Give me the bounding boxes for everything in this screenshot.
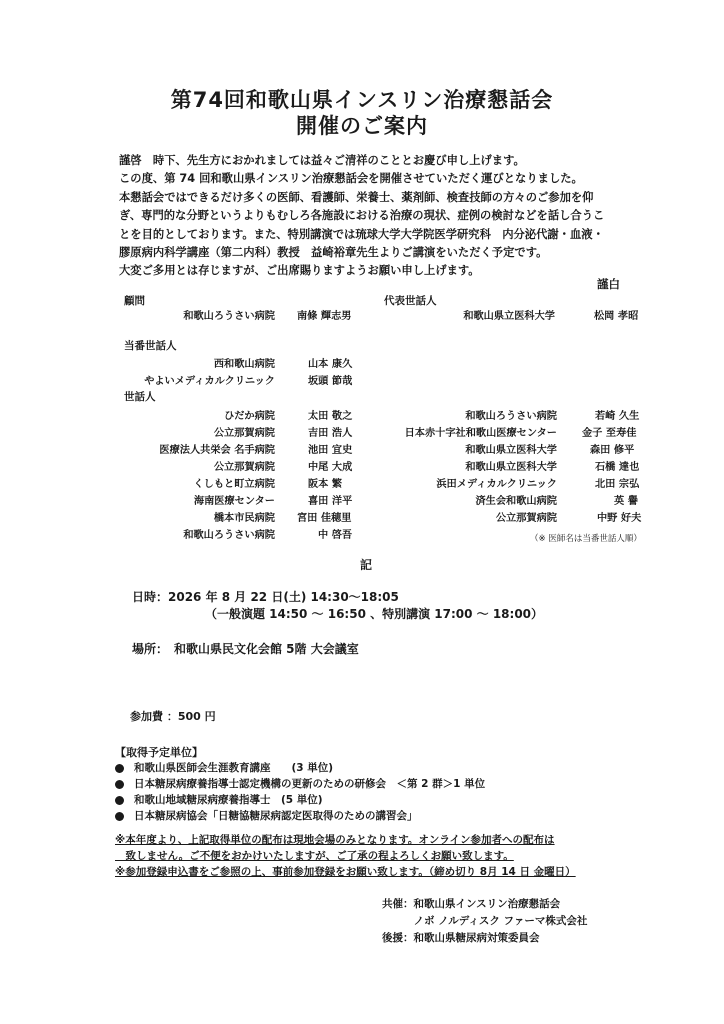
duty-row bbox=[0, 372, 724, 388]
credit-item: 日本糖尿病協会「日糖協糖尿病認定医取得のための講習会」 bbox=[134, 810, 418, 822]
org-name: 日本赤十字社和歌山医療センター bbox=[404, 428, 557, 439]
sponsors bbox=[382, 896, 587, 947]
members-label: 世話人 bbox=[124, 391, 156, 403]
representative-label: 代表世話人 bbox=[384, 295, 437, 307]
member-row bbox=[0, 458, 724, 474]
person-name: 中野 好夫 bbox=[597, 513, 642, 524]
org-name: ひだか病院 bbox=[224, 411, 275, 422]
list-item bbox=[115, 808, 485, 824]
intro-line: 膠原病内科学講座（第二内科）教授 益崎裕章先生よりご講演をいただく予定です。 bbox=[119, 246, 548, 260]
event-schedule: （一般演題 14:50 ～ 16:50 、特別講演 17:00 ～ 18:00） bbox=[205, 607, 544, 621]
org-name: 済生会和歌山病院 bbox=[475, 496, 557, 507]
member-row bbox=[0, 492, 724, 508]
org-name: 和歌山ろうさい病院 bbox=[465, 411, 557, 422]
ki-heading: 記 bbox=[360, 558, 373, 572]
person-name: 池田 宜史 bbox=[308, 445, 353, 456]
org-name: 西和歌山病院 bbox=[213, 359, 275, 370]
person-name: 英 譽 bbox=[614, 496, 638, 507]
person-name: 山本 康久 bbox=[308, 359, 353, 370]
org-name: 医療法人共栄会 名手病院 bbox=[159, 445, 275, 456]
credit-item: 和歌山県医師会生涯教育講座 (3 単位) bbox=[134, 762, 334, 774]
credits-list bbox=[115, 760, 485, 824]
bullet-icon bbox=[115, 780, 124, 789]
org-name: 浜田メディカルクリニック bbox=[436, 479, 557, 490]
document-title: 第74回和歌山県インスリン治療懇話会 bbox=[170, 88, 554, 112]
member-row bbox=[0, 475, 724, 491]
intro-line: 謹啓 時下、先生方におかれましては益々ご清祥のこととお慶び申し上げます。 bbox=[119, 154, 525, 167]
members-order-note: （※ 医師名は当番世話人順） bbox=[530, 534, 642, 544]
credit-item: 日本糖尿病療養指導士認定機構の更新のための研修会 ＜第 2 群＞1 単位 bbox=[134, 778, 486, 790]
notice-line: ※本年度より、上記取得単位の配布は現地会場のみとなります。オンライン参加者への配布は bbox=[115, 834, 555, 846]
person-name: 森田 修平 bbox=[590, 445, 635, 456]
org-name: 和歌山県立医科大学 bbox=[465, 462, 557, 473]
org-name: 和歌山県立医科大学 bbox=[465, 445, 557, 456]
event-fee: 参加費 ：500 円 bbox=[130, 710, 216, 723]
notice-line: 致しません。ご不便をおかけいたしますが、ご了承の程よろしくお願い致します。 bbox=[115, 850, 514, 862]
org-name: 公立那賀病院 bbox=[213, 462, 275, 473]
org-name: 海南医療センター bbox=[193, 496, 275, 507]
person-name: 南條 輝志男 bbox=[297, 311, 352, 322]
person-name: 北田 宗弘 bbox=[595, 479, 640, 490]
person-name: 太田 敬之 bbox=[308, 411, 353, 422]
sponsor-line: 後援：和歌山県糖尿病対策委員会 bbox=[382, 932, 540, 944]
notices bbox=[115, 832, 576, 880]
list-item bbox=[115, 776, 485, 792]
member-row bbox=[0, 424, 724, 440]
duty-label: 当番世話人 bbox=[124, 340, 177, 352]
org-name: やよいメディカルクリニック bbox=[144, 376, 275, 387]
document-subtitle: 開催のご案内 bbox=[296, 114, 428, 138]
bullet-icon bbox=[115, 812, 124, 821]
person-name: 喜田 洋平 bbox=[308, 496, 353, 507]
person-name: 石橋 達也 bbox=[595, 462, 640, 473]
representative-row bbox=[0, 307, 724, 323]
event-venue: 場所： 和歌山県民文化会館 5階 大会議室 bbox=[132, 642, 359, 656]
credits-heading: 【取得予定単位】 bbox=[115, 746, 203, 759]
advisor-label: 顧問 bbox=[124, 295, 145, 307]
duty-row bbox=[0, 355, 724, 371]
sponsor-line: ノボ ノルディスク ファーマ株式会社 bbox=[382, 915, 588, 927]
list-item bbox=[115, 792, 485, 808]
person-name: 中 啓吾 bbox=[318, 530, 353, 541]
intro-line: この度、第 74 回和歌山県インスリン治療懇話会を開催させていただく運びとなりました。 bbox=[119, 172, 583, 186]
person-name: 中尾 大成 bbox=[308, 462, 353, 473]
person-name: 坂頭 節哉 bbox=[308, 376, 353, 387]
intro-line: とを目的としております。また、特別講演では琉球大学大学院医学研究科 内分泌代謝・血液・ bbox=[119, 227, 604, 241]
member-row bbox=[0, 407, 724, 423]
org-name: くしもと町立病院 bbox=[193, 479, 275, 490]
person-name: 金子 至寿佳 bbox=[582, 428, 637, 439]
event-datetime: 日時：2026 年 8 月 22 日(土) 14:30～18:05 bbox=[132, 590, 399, 604]
closing-salutation: 謹白 bbox=[597, 277, 620, 291]
member-row bbox=[0, 441, 724, 457]
org-name: 和歌山ろうさい病院 bbox=[183, 311, 275, 322]
person-name: 松岡 孝昭 bbox=[594, 311, 639, 322]
credit-item: 和歌山地域糖尿病療養指導士 (5 単位) bbox=[134, 794, 323, 806]
intro-paragraph bbox=[119, 152, 639, 281]
notice-line: ※参加登録申込書をご参照の上、事前参加登録をお願い致します。（締め切り 8月 14 日 金曜日） bbox=[115, 866, 576, 878]
org-name: 和歌山県立医科大学 bbox=[463, 311, 555, 322]
person-name: 吉田 浩人 bbox=[308, 428, 353, 439]
intro-line: 本懇話会ではできるだけ多くの医師、看護師、栄養士、薬剤師、検査技師の方々のご参加を仰 bbox=[119, 190, 594, 204]
org-name: 和歌山ろうさい病院 bbox=[183, 530, 275, 541]
org-name: 橋本市民病院 bbox=[213, 513, 275, 524]
org-name: 公立那賀病院 bbox=[213, 428, 275, 439]
bullet-icon bbox=[115, 764, 124, 773]
bullet-icon bbox=[115, 796, 124, 805]
org-name: 公立那賀病院 bbox=[495, 513, 557, 524]
intro-line: ぎ、専門的な分野というよりもむしろ各施設における治療の現状、症例の検討などを話し合うこ bbox=[119, 209, 605, 223]
list-item bbox=[115, 760, 485, 776]
person-name: 阪本 繁 bbox=[308, 479, 343, 490]
sponsor-line: 共催：和歌山県インスリン治療懇話会 bbox=[382, 898, 561, 910]
person-name: 宮田 佳穂里 bbox=[297, 513, 352, 524]
person-name: 若崎 久生 bbox=[595, 411, 640, 422]
member-row bbox=[0, 509, 724, 525]
intro-line: 大変ご多用とは存じますが、ご出席賜りますようお願い申し上げます。 bbox=[119, 264, 480, 278]
